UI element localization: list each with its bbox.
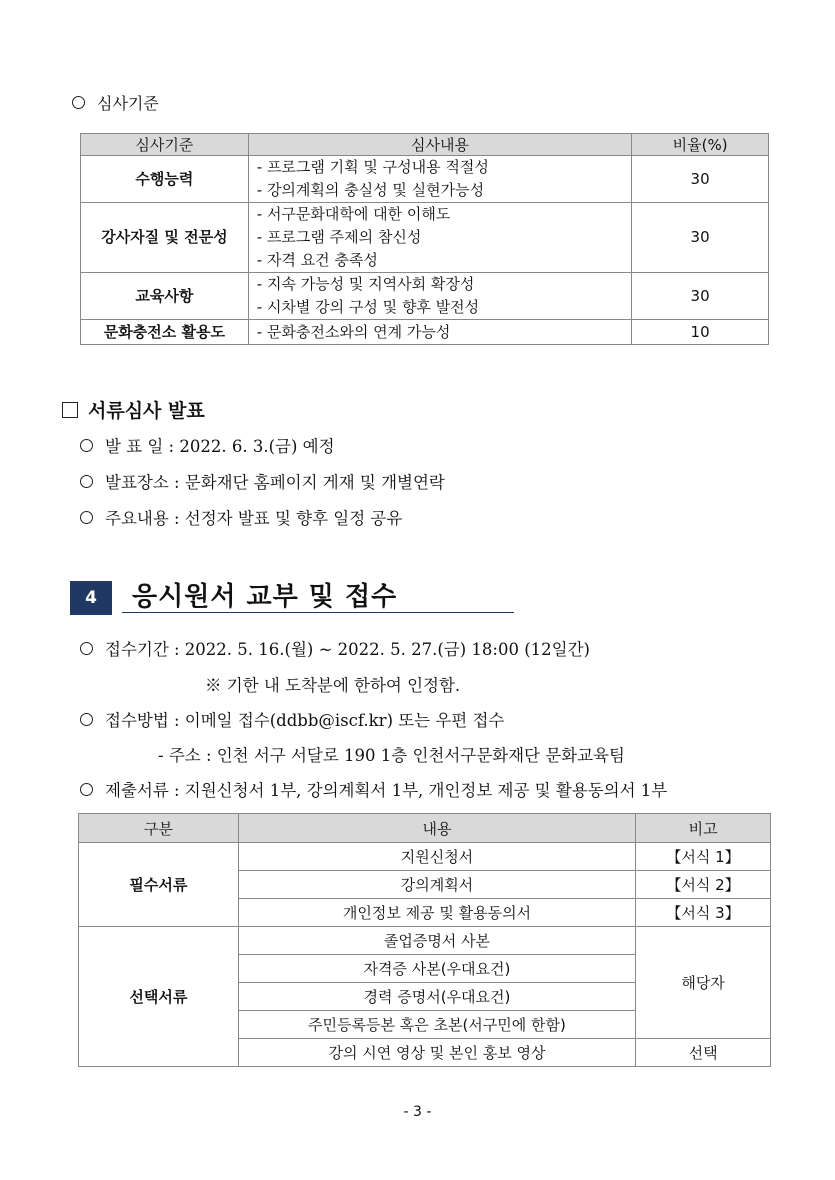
address-line: - 주소 : 인천 서구 서달로 190 1층 인천서구문화재단 문화교육팀 (158, 746, 625, 765)
criteria-category: 문화충전소 활용도 (81, 320, 249, 345)
doc-content: 강의 시연 영상 및 본인 홍보 영상 (238, 1039, 635, 1067)
criteria-item: - 자격 요건 충족성 (256, 251, 378, 269)
announce-item-text: 발 표 일 : 2022. 6. 3.(금) 예정 (105, 437, 335, 456)
doc-content: 지원신청서 (238, 843, 635, 871)
criteria-items (248, 156, 631, 203)
circle-bullet-icon (80, 511, 93, 524)
doc-content: 졸업증명서 사본 (238, 927, 635, 955)
criteria-ratio: 30 (632, 273, 769, 320)
doc-note: 선택 (636, 1039, 771, 1067)
section-title: 응시원서 교부 및 접수 (132, 582, 398, 612)
receipt-period (80, 636, 590, 660)
doc-note: 【서식 2】 (636, 871, 771, 899)
criteria-ratio: 30 (632, 203, 769, 273)
doc-content: 강의계획서 (238, 871, 635, 899)
criteria-header-content: 심사내용 (248, 134, 631, 156)
criteria-table (80, 133, 769, 345)
criteria-item: - 프로그램 기획 및 구성내용 적절성 (256, 158, 489, 176)
doc-note: 【서식 1】 (636, 843, 771, 871)
circle-bullet-icon (80, 439, 93, 452)
doc-content: 개인정보 제공 및 활용동의서 (238, 899, 635, 927)
criteria-item: - 서구문화대학에 대한 이해도 (256, 205, 451, 223)
criteria-items (248, 203, 631, 273)
doc-content: 자격증 사본(우대요건) (238, 955, 635, 983)
criteria-items (248, 320, 631, 345)
doc-note: 해당자 (636, 927, 771, 1039)
announce-item (80, 505, 402, 529)
table-row (81, 320, 769, 345)
required-docs-label: 필수서류 (79, 843, 239, 927)
criteria-category: 교육사항 (81, 273, 249, 320)
table-row (79, 927, 771, 955)
documents-table (78, 813, 771, 1067)
criteria-header-ratio: 비율(%) (632, 134, 769, 156)
announce-item-text: 발표장소 : 문화재단 홈페이지 게재 및 개별연락 (105, 473, 445, 492)
criteria-title: 심사기준 (97, 94, 159, 113)
required-documents (80, 777, 667, 801)
circle-bullet-icon (80, 713, 93, 726)
period-note: ※ 기한 내 도착분에 한하여 인정함. (205, 676, 461, 695)
announce-heading (62, 396, 205, 423)
criteria-item: - 프로그램 주제의 참신성 (256, 228, 422, 246)
criteria-category: 강사자질 및 전문성 (81, 203, 249, 273)
criteria-ratio: 10 (632, 320, 769, 345)
circle-bullet-icon (80, 642, 93, 655)
documents-header-type: 구분 (79, 814, 239, 843)
doc-note: 【서식 3】 (636, 899, 771, 927)
section-title-underline (122, 612, 514, 613)
criteria-heading (72, 91, 159, 114)
table-row (81, 203, 769, 273)
criteria-ratio: 30 (632, 156, 769, 203)
announce-item (80, 433, 335, 457)
criteria-category: 수행능력 (81, 156, 249, 203)
receipt-period-text: 접수기간 : 2022. 5. 16.(월) ~ 2022. 5. 27.(금) 18:00 (12일간) (105, 640, 590, 659)
checkbox-square-icon (62, 402, 78, 418)
criteria-header-row (81, 134, 769, 156)
optional-docs-label: 선택서류 (79, 927, 239, 1067)
doc-content: 경력 증명서(우대요건) (238, 983, 635, 1011)
doc-content: 주민등록등본 혹은 초본(서구민에 한함) (238, 1011, 635, 1039)
announce-item (80, 469, 445, 493)
table-row (81, 273, 769, 320)
documents-header-note: 비고 (636, 814, 771, 843)
circle-bullet-icon (72, 96, 85, 109)
page-number: - 3 - (403, 1104, 432, 1120)
documents-header-row (79, 814, 771, 843)
announce-title: 서류심사 발표 (88, 400, 205, 422)
table-row (79, 843, 771, 871)
circle-bullet-icon (80, 475, 93, 488)
section-number-badge: 4 (70, 581, 112, 615)
circle-bullet-icon (80, 783, 93, 796)
table-row (81, 156, 769, 203)
criteria-item: - 지속 가능성 및 지역사회 확장성 (256, 275, 475, 293)
criteria-items (248, 273, 631, 320)
required-documents-text: 제출서류 : 지원신청서 1부, 강의계획서 1부, 개인정보 제공 및 활용동의서 1부 (105, 781, 668, 800)
receipt-method-text: 접수방법 : 이메일 접수(ddbb@iscf.kr) 또는 우편 접수 (105, 711, 505, 730)
documents-header-content: 내용 (238, 814, 635, 843)
criteria-header-category: 심사기준 (81, 134, 249, 156)
criteria-item: - 시차별 강의 구성 및 향후 발전성 (256, 298, 480, 316)
criteria-item: - 문화충전소와의 연계 가능성 (256, 322, 451, 341)
criteria-item: - 강의계획의 충실성 및 실현가능성 (256, 181, 485, 199)
receipt-method (80, 707, 504, 731)
announce-item-text: 주요내용 : 선정자 발표 및 향후 일정 공유 (105, 509, 403, 528)
